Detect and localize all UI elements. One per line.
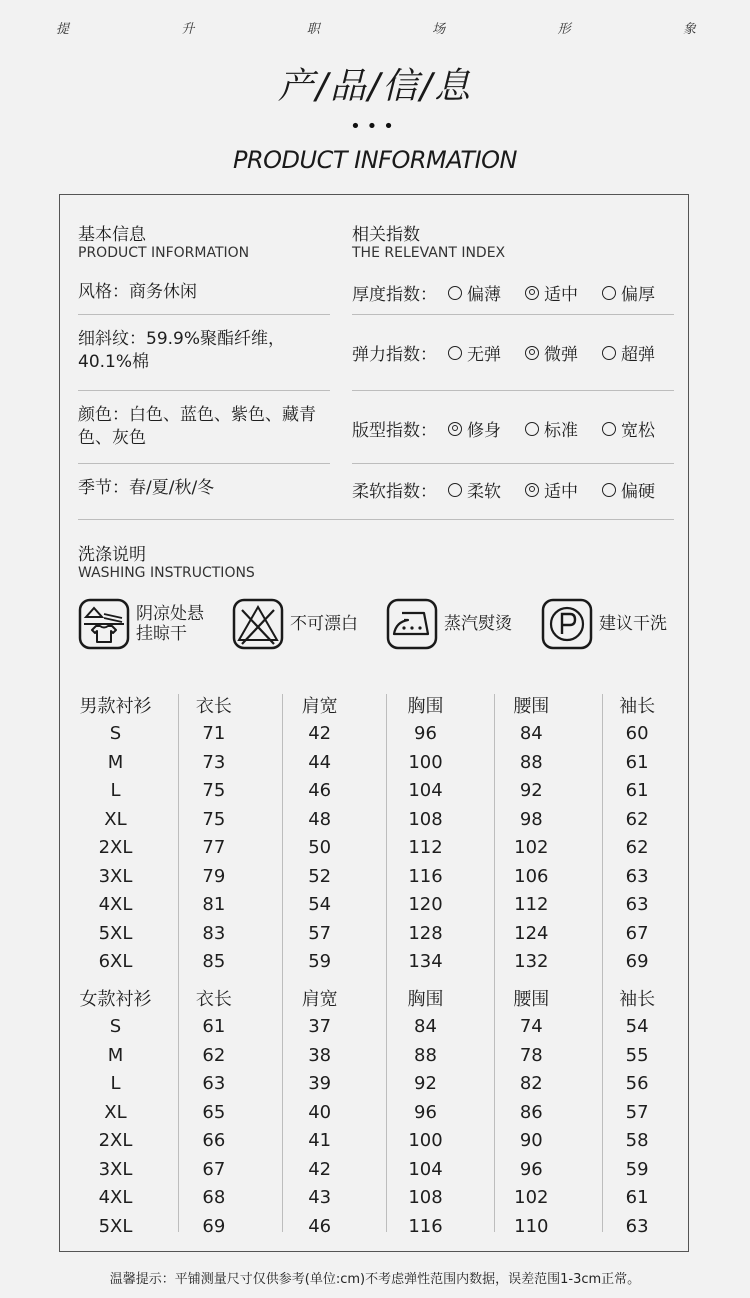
wash-label: 建议干洗: [599, 614, 667, 634]
table-cell: 4XL: [98, 894, 133, 916]
table-cell: 88: [414, 1044, 437, 1066]
table-cell: 112: [408, 837, 443, 859]
radio-selected-icon: [448, 422, 462, 436]
table-row: [70, 805, 690, 834]
index-option: 超弹: [602, 340, 655, 365]
table-cell: 108: [408, 808, 443, 830]
table-cell: 54: [625, 1016, 649, 1038]
table-row: [70, 948, 690, 977]
index-option: 柔软: [448, 477, 501, 502]
radio-selected-icon: [525, 346, 539, 360]
table-cell: 37: [308, 1016, 332, 1038]
table-row: [70, 1098, 690, 1127]
table-row: [70, 919, 690, 948]
table-header-cell: 袖长: [619, 696, 656, 718]
radio-icon: [448, 483, 462, 497]
table-row: [70, 1127, 690, 1156]
women-size-table: [70, 984, 690, 1241]
table-cell: 102: [514, 837, 549, 859]
table-cell: 61: [625, 780, 649, 802]
table-header-cell: 衣长: [195, 696, 232, 718]
wash-item-dry-clean: [541, 598, 667, 650]
radio-icon: [602, 483, 616, 497]
index-option: 适中: [525, 280, 578, 305]
table-cell: 78: [519, 1044, 543, 1066]
table-cell: 62: [625, 837, 649, 859]
table-cell: 57: [625, 1101, 649, 1123]
table-row: [70, 1155, 690, 1184]
table-cell: 67: [202, 1158, 226, 1180]
table-cell: 96: [414, 723, 437, 745]
table-cell: 96: [414, 1101, 437, 1123]
table-row: [70, 891, 690, 920]
style-row: 风格：商务休闲: [78, 282, 197, 302]
index-option: 偏薄: [448, 280, 501, 305]
tagline-char: 形: [557, 22, 571, 37]
footer-note: 温馨提示：平铺测量尺寸仅供参考(单位:cm)不考虑弹性范围内数据，误差范围1-3cm正常。: [109, 1272, 641, 1287]
table-cell: 134: [408, 951, 443, 973]
table-cell: 81: [202, 894, 226, 916]
table-cell: L: [110, 1073, 121, 1095]
row-divider: [78, 314, 330, 315]
table-cell: 124: [514, 922, 549, 944]
table-cell: 68: [202, 1187, 226, 1209]
index-option: 微弹: [525, 340, 578, 365]
table-header-row: [70, 691, 690, 720]
table-cell: 63: [202, 1073, 226, 1095]
row-divider: [78, 463, 330, 464]
table-cell: 116: [408, 1215, 443, 1237]
tagline-char: 升: [181, 22, 195, 37]
table-header-cell: 腰围: [513, 696, 550, 718]
table-cell: S: [109, 1016, 122, 1038]
table-cell: 110: [514, 1215, 549, 1237]
table-cell: 86: [519, 1101, 543, 1123]
table-header-cell: 肩宽: [301, 989, 338, 1011]
index-option: 宽松: [602, 416, 655, 441]
table-cell: 42: [308, 723, 332, 745]
row-divider: [78, 390, 330, 391]
basic-info-title: 基本信息: [78, 225, 146, 245]
wash-item-shade-dry: [78, 598, 216, 650]
wash-label: 阴凉处悬挂晾干: [136, 604, 204, 644]
fit-index-row: [352, 416, 674, 441]
table-cell: XL: [104, 1101, 127, 1123]
table-cell: 73: [202, 751, 226, 773]
radio-selected-icon: [525, 286, 539, 300]
shade-dry-icon: [78, 598, 130, 650]
table-cell: 75: [202, 808, 226, 830]
table-cell: 100: [408, 751, 443, 773]
table-cell: 92: [414, 1073, 437, 1095]
table-cell: 108: [408, 1187, 443, 1209]
table-cell: 57: [308, 922, 332, 944]
table-cell: 39: [308, 1073, 332, 1095]
table-cell: 50: [308, 837, 332, 859]
radio-icon: [448, 346, 462, 360]
table-header-cell: 袖长: [619, 989, 656, 1011]
tagline: [56, 18, 696, 37]
table-cell: 38: [308, 1044, 332, 1066]
radio-selected-icon: [525, 483, 539, 497]
table-cell: 104: [408, 780, 443, 802]
table-cell: 62: [625, 808, 649, 830]
table-cell: 2XL: [98, 837, 133, 859]
men-size-table: [70, 691, 690, 976]
table-cell: 106: [514, 865, 549, 887]
basic-info-title-en: PRODUCT INFORMATION: [78, 245, 250, 261]
table-cell: 43: [308, 1187, 332, 1209]
table-cell: 60: [625, 723, 649, 745]
table-row: [70, 1041, 690, 1070]
table-cell: 65: [202, 1101, 226, 1123]
radio-icon: [602, 286, 616, 300]
table-cell: 6XL: [98, 951, 133, 973]
row-divider: [352, 390, 674, 391]
table-header-cell: 女款衬衫: [79, 989, 152, 1011]
table-cell: 61: [625, 751, 649, 773]
table-row: [70, 748, 690, 777]
table-header-cell: 衣长: [195, 989, 232, 1011]
table-cell: 98: [519, 808, 543, 830]
table-cell: 63: [625, 865, 649, 887]
thickness-index-row: [352, 280, 674, 305]
fabric-row: 细斜纹：59.9%聚酯纤维，40.1%棉: [78, 329, 286, 372]
index-label: 弹力指数：: [352, 345, 437, 365]
table-cell: 120: [408, 894, 443, 916]
table-cell: 104: [408, 1158, 443, 1180]
table-cell: 112: [514, 894, 549, 916]
table-cell: 100: [408, 1130, 443, 1152]
table-header-cell: 肩宽: [301, 696, 338, 718]
table-cell: 61: [202, 1016, 226, 1038]
table-cell: 5XL: [98, 922, 133, 944]
wash-item-no-bleach: [232, 598, 358, 650]
table-cell: 59: [625, 1158, 649, 1180]
table-cell: M: [107, 751, 124, 773]
table-cell: 88: [519, 751, 543, 773]
table-cell: 96: [519, 1158, 543, 1180]
table-cell: 102: [514, 1187, 549, 1209]
softness-index-row: [352, 477, 674, 502]
table-cell: 63: [625, 894, 649, 916]
index-option: 偏硬: [602, 477, 655, 502]
table-cell: 85: [202, 951, 226, 973]
dry-clean-icon: [541, 598, 593, 650]
radio-icon: [525, 422, 539, 436]
table-cell: 40: [308, 1101, 332, 1123]
table-row: [70, 1013, 690, 1042]
table-cell: XL: [104, 808, 127, 830]
page-title: 产/品/信/息: [277, 66, 473, 107]
row-divider: [352, 463, 674, 464]
table-row: [70, 777, 690, 806]
index-option: 标准: [525, 416, 578, 441]
table-row: [70, 1070, 690, 1099]
table-cell: L: [110, 780, 121, 802]
table-cell: 71: [202, 723, 226, 745]
page-title-english: PRODUCT INFORMATION: [233, 146, 517, 174]
relevant-index-title-en: THE RELEVANT INDEX: [352, 245, 506, 261]
table-cell: 116: [408, 865, 443, 887]
tagline-char: 职: [306, 22, 320, 37]
table-cell: 54: [308, 894, 332, 916]
index-label: 厚度指数：: [352, 285, 437, 305]
table-cell: S: [109, 723, 122, 745]
radio-icon: [448, 286, 462, 300]
index-label: 柔软指数：: [352, 482, 437, 502]
table-cell: 56: [625, 1073, 649, 1095]
no-bleach-icon: [232, 598, 284, 650]
table-cell: 58: [625, 1130, 649, 1152]
washing-title: 洗涤说明: [78, 545, 146, 565]
table-cell: 4XL: [98, 1187, 133, 1209]
table-cell: M: [107, 1044, 124, 1066]
table-cell: 84: [519, 723, 543, 745]
table-cell: 5XL: [98, 1215, 133, 1237]
table-cell: 77: [202, 837, 226, 859]
index-option: 适中: [525, 477, 578, 502]
index-option: 修身: [448, 416, 501, 441]
season-row: 季节：春/夏/秋/冬: [78, 478, 215, 498]
section-divider: [78, 519, 674, 520]
table-cell: 69: [625, 951, 649, 973]
table-cell: 69: [202, 1215, 226, 1237]
table-row: [70, 862, 690, 891]
tagline-char: 场: [432, 22, 446, 37]
washing-title-en: WASHING INSTRUCTIONS: [78, 565, 255, 581]
table-cell: 59: [308, 951, 332, 973]
table-row: [70, 1184, 690, 1213]
table-cell: 82: [519, 1073, 543, 1095]
table-cell: 41: [308, 1130, 332, 1152]
table-header-cell: 胸围: [407, 989, 444, 1011]
wash-item-steam-iron: [386, 598, 512, 650]
table-row: [70, 1212, 690, 1241]
table-cell: 3XL: [98, 1158, 133, 1180]
color-row: 颜色：白色、蓝色、紫色、藏青色、灰色: [78, 405, 316, 448]
table-cell: 128: [408, 922, 443, 944]
index-option: 偏厚: [602, 280, 655, 305]
wash-label: 不可漂白: [290, 614, 358, 634]
table-header-cell: 男款衬衫: [79, 696, 152, 718]
table-cell: 62: [202, 1044, 226, 1066]
tagline-char: 提: [56, 22, 70, 37]
table-cell: 63: [625, 1215, 649, 1237]
table-cell: 55: [625, 1044, 649, 1066]
wash-label: 蒸汽熨烫: [444, 614, 512, 634]
table-cell: 2XL: [98, 1130, 133, 1152]
table-cell: 90: [519, 1130, 543, 1152]
table-cell: 61: [625, 1187, 649, 1209]
table-cell: 46: [308, 1215, 332, 1237]
table-cell: 66: [202, 1130, 226, 1152]
table-cell: 79: [202, 865, 226, 887]
table-cell: 52: [308, 865, 332, 887]
elasticity-index-row: [352, 340, 674, 365]
table-cell: 42: [308, 1158, 332, 1180]
table-header-cell: 腰围: [513, 989, 550, 1011]
table-cell: 132: [514, 951, 549, 973]
steam-iron-icon: [386, 598, 438, 650]
title-dots: •••: [350, 116, 400, 137]
table-cell: 84: [414, 1016, 437, 1038]
table-header-row: [70, 984, 690, 1013]
table-cell: 46: [308, 780, 332, 802]
table-header-cell: 胸围: [407, 696, 444, 718]
table-cell: 48: [308, 808, 332, 830]
row-divider: [352, 314, 674, 315]
radio-icon: [602, 346, 616, 360]
table-cell: 83: [202, 922, 226, 944]
tagline-char: 象: [682, 22, 696, 37]
index-label: 版型指数：: [352, 421, 437, 441]
table-cell: 74: [519, 1016, 543, 1038]
relevant-index-title: 相关指数: [352, 225, 420, 245]
index-option: 无弹: [448, 340, 501, 365]
table-cell: 3XL: [98, 865, 133, 887]
table-cell: 67: [625, 922, 649, 944]
table-row: [70, 834, 690, 863]
table-cell: 44: [308, 751, 332, 773]
table-cell: 92: [519, 780, 543, 802]
table-cell: 75: [202, 780, 226, 802]
radio-icon: [602, 422, 616, 436]
table-row: [70, 720, 690, 749]
